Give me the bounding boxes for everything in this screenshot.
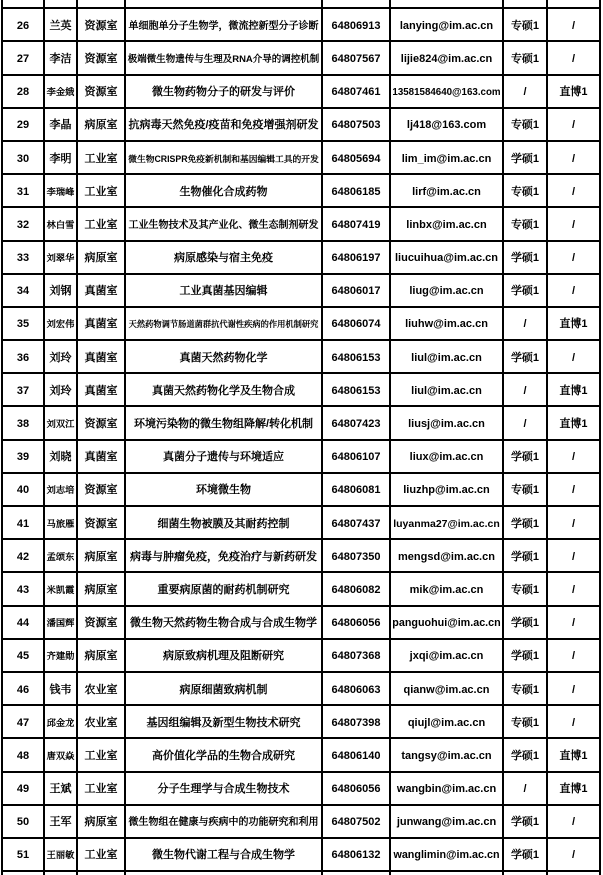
phd-quota-cell: 直博1 (547, 373, 600, 406)
table-row (2, 8, 600, 41)
email-cell: liug@im.ac.cn (390, 274, 503, 307)
name-cell: 钱韦 (44, 672, 77, 705)
clipped-previous-row (2, 0, 600, 8)
office-cell: 农业室 (77, 672, 125, 705)
research-direction-cell: 分子生理学与合成生物技术 (125, 772, 322, 805)
supervisor-roster-body (2, 0, 600, 875)
phd-quota-cell: / (547, 506, 600, 539)
email-cell: luyanma27@im.ac.cn (390, 506, 503, 539)
empty-cell (44, 871, 77, 875)
phone-cell: 64806017 (322, 274, 390, 307)
name-cell: 李金娥 (44, 75, 77, 108)
phd-quota-cell: / (547, 8, 600, 41)
table-row (2, 838, 600, 871)
empty-cell (503, 0, 547, 8)
table-row (2, 672, 600, 705)
empty-cell (322, 871, 390, 875)
empty-cell (2, 871, 44, 875)
row-number-cell: 33 (2, 241, 44, 274)
office-cell: 真菌室 (77, 274, 125, 307)
email-cell: liuzhp@im.ac.cn (390, 473, 503, 506)
row-number-cell: 47 (2, 705, 44, 738)
phd-quota-cell: / (547, 539, 600, 572)
phd-quota-cell: / (547, 606, 600, 639)
research-direction-cell: 病原致病机理及阻断研究 (125, 639, 322, 672)
empty-cell (547, 0, 600, 8)
phone-cell: 64806153 (322, 340, 390, 373)
office-cell: 资源室 (77, 473, 125, 506)
research-direction-cell: 真菌分子遗传与环境适应 (125, 440, 322, 473)
table-row (2, 606, 600, 639)
row-number-cell: 40 (2, 473, 44, 506)
office-cell: 病原室 (77, 805, 125, 838)
table-row (2, 174, 600, 207)
phone-cell: 64806913 (322, 8, 390, 41)
research-direction-cell: 重要病原菌的耐药机制研究 (125, 572, 322, 605)
name-cell: 刘钢 (44, 274, 77, 307)
row-number-cell: 35 (2, 307, 44, 340)
office-cell: 病原室 (77, 639, 125, 672)
research-direction-cell: 单细胞单分子生物学，微流控新型分子诊断 (125, 8, 322, 41)
phone-cell: 64806132 (322, 838, 390, 871)
research-direction-cell: 高价值化学品的生物合成研究 (125, 738, 322, 771)
research-direction-cell: 微生物CRISPR免疫新机制和基因编辑工具的开发 (125, 141, 322, 174)
name-cell: 米凯霞 (44, 572, 77, 605)
office-cell: 工业室 (77, 838, 125, 871)
name-cell: 刘翠华 (44, 241, 77, 274)
email-cell: mik@im.ac.cn (390, 572, 503, 605)
row-number-cell: 50 (2, 805, 44, 838)
phd-quota-cell: / (547, 340, 600, 373)
table-row (2, 207, 600, 240)
phone-cell: 64805694 (322, 141, 390, 174)
master-quota-cell: 专硕1 (503, 705, 547, 738)
name-cell: 李晶 (44, 108, 77, 141)
office-cell: 工业室 (77, 207, 125, 240)
email-cell: wangbin@im.ac.cn (390, 772, 503, 805)
empty-cell (390, 0, 503, 8)
master-quota-cell: 学硕1 (503, 141, 547, 174)
table-row (2, 440, 600, 473)
office-cell: 真菌室 (77, 440, 125, 473)
research-direction-cell: 环境微生物 (125, 473, 322, 506)
row-number-cell: 49 (2, 772, 44, 805)
row-number-cell: 38 (2, 406, 44, 439)
office-cell: 农业室 (77, 705, 125, 738)
phone-cell: 64806056 (322, 772, 390, 805)
office-cell: 工业室 (77, 772, 125, 805)
master-quota-cell: / (503, 373, 547, 406)
research-direction-cell: 抗病毒天然免疫/疫苗和免疫增强剂研发 (125, 108, 322, 141)
email-cell: qiujl@im.ac.cn (390, 705, 503, 738)
row-number-cell: 29 (2, 108, 44, 141)
name-cell: 刘双江 (44, 406, 77, 439)
name-cell: 林白雪 (44, 207, 77, 240)
row-number-cell: 36 (2, 340, 44, 373)
office-cell: 真菌室 (77, 373, 125, 406)
supervisor-roster-table (1, 0, 601, 875)
clipped-next-row (2, 871, 600, 875)
email-cell: lj418@163.com (390, 108, 503, 141)
email-cell: jxqi@im.ac.cn (390, 639, 503, 672)
research-direction-cell: 病原细菌致病机制 (125, 672, 322, 705)
table-row (2, 406, 600, 439)
row-number-cell: 28 (2, 75, 44, 108)
office-cell: 资源室 (77, 41, 125, 74)
email-cell: liusj@im.ac.cn (390, 406, 503, 439)
research-direction-cell: 微生物代谢工程与合成生物学 (125, 838, 322, 871)
research-direction-cell: 真菌天然药物化学及生物合成 (125, 373, 322, 406)
email-cell: liucuihua@im.ac.cn (390, 241, 503, 274)
research-direction-cell: 环境污染物的微生物组降解/转化机制 (125, 406, 322, 439)
phone-cell: 64807503 (322, 108, 390, 141)
phd-quota-cell: / (547, 705, 600, 738)
name-cell: 刘玲 (44, 373, 77, 406)
phone-cell: 64807502 (322, 805, 390, 838)
research-direction-cell: 微生物组在健康与疾病中的功能研究和利用 (125, 805, 322, 838)
office-cell: 资源室 (77, 8, 125, 41)
name-cell: 马旅雁 (44, 506, 77, 539)
phd-quota-cell: 直博1 (547, 772, 600, 805)
phd-quota-cell: / (547, 805, 600, 838)
office-cell: 真菌室 (77, 307, 125, 340)
master-quota-cell: 专硕1 (503, 672, 547, 705)
row-number-cell: 42 (2, 539, 44, 572)
table-row (2, 805, 600, 838)
research-direction-cell: 天然药物调节肠道菌群抗代谢性疾病的作用机制研究 (125, 307, 322, 340)
table-row (2, 241, 600, 274)
phd-quota-cell: / (547, 241, 600, 274)
phd-quota-cell: / (547, 838, 600, 871)
phone-cell: 64807461 (322, 75, 390, 108)
name-cell: 唐双焱 (44, 738, 77, 771)
master-quota-cell: 学硕1 (503, 606, 547, 639)
phd-quota-cell: / (547, 672, 600, 705)
row-number-cell: 46 (2, 672, 44, 705)
office-cell: 资源室 (77, 606, 125, 639)
row-number-cell: 43 (2, 572, 44, 605)
empty-cell (322, 0, 390, 8)
phone-cell: 64806107 (322, 440, 390, 473)
office-cell: 真菌室 (77, 340, 125, 373)
name-cell: 刘宏伟 (44, 307, 77, 340)
row-number-cell: 34 (2, 274, 44, 307)
phone-cell: 64806197 (322, 241, 390, 274)
office-cell: 资源室 (77, 75, 125, 108)
research-direction-cell: 真菌天然药物化学 (125, 340, 322, 373)
master-quota-cell: 学硕1 (503, 274, 547, 307)
row-number-cell: 37 (2, 373, 44, 406)
office-cell: 病原室 (77, 539, 125, 572)
master-quota-cell: 学硕1 (503, 340, 547, 373)
email-cell: lim_im@im.ac.cn (390, 141, 503, 174)
row-number-cell: 41 (2, 506, 44, 539)
row-number-cell: 45 (2, 639, 44, 672)
table-row (2, 141, 600, 174)
empty-cell (125, 871, 322, 875)
email-cell: lijie824@im.ac.cn (390, 41, 503, 74)
table-row (2, 539, 600, 572)
research-direction-cell: 病毒与肿瘤免疫，免疫治疗与新药研发 (125, 539, 322, 572)
name-cell: 李瑞峰 (44, 174, 77, 207)
research-direction-cell: 生物催化合成药物 (125, 174, 322, 207)
phone-cell: 64806056 (322, 606, 390, 639)
email-cell: liul@im.ac.cn (390, 340, 503, 373)
master-quota-cell: / (503, 772, 547, 805)
email-cell: junwang@im.ac.cn (390, 805, 503, 838)
master-quota-cell: 学硕1 (503, 440, 547, 473)
research-direction-cell: 微生物天然药物生物合成与合成生物学 (125, 606, 322, 639)
master-quota-cell: 专硕1 (503, 572, 547, 605)
research-direction-cell: 细菌生物被膜及其耐药控制 (125, 506, 322, 539)
phd-quota-cell: / (547, 572, 600, 605)
master-quota-cell: 专硕1 (503, 174, 547, 207)
email-cell: tangsy@im.ac.cn (390, 738, 503, 771)
row-number-cell: 31 (2, 174, 44, 207)
phone-cell: 64807437 (322, 506, 390, 539)
name-cell: 潘国辉 (44, 606, 77, 639)
email-cell: liux@im.ac.cn (390, 440, 503, 473)
table-row (2, 772, 600, 805)
phd-quota-cell: 直博1 (547, 738, 600, 771)
master-quota-cell: / (503, 75, 547, 108)
table-row (2, 307, 600, 340)
phone-cell: 64807368 (322, 639, 390, 672)
name-cell: 王丽敏 (44, 838, 77, 871)
table-row (2, 572, 600, 605)
name-cell: 刘志培 (44, 473, 77, 506)
office-cell: 工业室 (77, 174, 125, 207)
table-row (2, 373, 600, 406)
table-row (2, 738, 600, 771)
research-direction-cell: 工业生物技术及其产业化、微生态制剂研发 (125, 207, 322, 240)
office-cell: 工业室 (77, 141, 125, 174)
email-cell: liuhw@im.ac.cn (390, 307, 503, 340)
phone-cell: 64807423 (322, 406, 390, 439)
research-direction-cell: 病原感染与宿主免疫 (125, 241, 322, 274)
phone-cell: 64806063 (322, 672, 390, 705)
phone-cell: 64806081 (322, 473, 390, 506)
phd-quota-cell: / (547, 274, 600, 307)
master-quota-cell: 学硕1 (503, 539, 547, 572)
master-quota-cell: 学硕1 (503, 838, 547, 871)
master-quota-cell: / (503, 307, 547, 340)
name-cell: 王斌 (44, 772, 77, 805)
phd-quota-cell: / (547, 639, 600, 672)
email-cell: lanying@im.ac.cn (390, 8, 503, 41)
office-cell: 资源室 (77, 406, 125, 439)
email-cell: liul@im.ac.cn (390, 373, 503, 406)
row-number-cell: 39 (2, 440, 44, 473)
row-number-cell: 32 (2, 207, 44, 240)
email-cell: lirf@im.ac.cn (390, 174, 503, 207)
empty-cell (503, 871, 547, 875)
phone-cell: 64807398 (322, 705, 390, 738)
master-quota-cell: 专硕1 (503, 473, 547, 506)
phone-cell: 64806185 (322, 174, 390, 207)
master-quota-cell: 专硕1 (503, 108, 547, 141)
empty-cell (44, 0, 77, 8)
row-number-cell: 30 (2, 141, 44, 174)
office-cell: 病原室 (77, 572, 125, 605)
empty-cell (77, 0, 125, 8)
research-direction-cell: 基因组编辑及新型生物技术研究 (125, 705, 322, 738)
phd-quota-cell: / (547, 141, 600, 174)
office-cell: 病原室 (77, 108, 125, 141)
phone-cell: 64806074 (322, 307, 390, 340)
phd-quota-cell: 直博1 (547, 406, 600, 439)
name-cell: 齐建勋 (44, 639, 77, 672)
table-row (2, 274, 600, 307)
phd-quota-cell: / (547, 108, 600, 141)
name-cell: 李明 (44, 141, 77, 174)
name-cell: 孟颂东 (44, 539, 77, 572)
table-row (2, 340, 600, 373)
phone-cell: 64807350 (322, 539, 390, 572)
empty-cell (77, 871, 125, 875)
empty-cell (2, 0, 44, 8)
table-row (2, 473, 600, 506)
name-cell: 邱金龙 (44, 705, 77, 738)
office-cell: 工业室 (77, 738, 125, 771)
table-row (2, 75, 600, 108)
office-cell: 资源室 (77, 506, 125, 539)
phd-quota-cell: / (547, 473, 600, 506)
research-direction-cell: 微生物药物分子的研发与评价 (125, 75, 322, 108)
name-cell: 兰英 (44, 8, 77, 41)
phd-quota-cell: 直博1 (547, 75, 600, 108)
empty-cell (547, 871, 600, 875)
phone-cell: 64806153 (322, 373, 390, 406)
master-quota-cell: 专硕1 (503, 8, 547, 41)
master-quota-cell: 学硕1 (503, 738, 547, 771)
name-cell: 王军 (44, 805, 77, 838)
phone-cell: 64807567 (322, 41, 390, 74)
master-quota-cell: 专硕1 (503, 207, 547, 240)
research-direction-cell: 工业真菌基因编辑 (125, 274, 322, 307)
email-cell: panguohui@im.ac.cn (390, 606, 503, 639)
table-row (2, 41, 600, 74)
email-cell: linbx@im.ac.cn (390, 207, 503, 240)
master-quota-cell: 学硕1 (503, 506, 547, 539)
email-cell: 13581584640@163.com (390, 75, 503, 108)
row-number-cell: 27 (2, 41, 44, 74)
phd-quota-cell: 直博1 (547, 307, 600, 340)
phd-quota-cell: / (547, 41, 600, 74)
email-cell: mengsd@im.ac.cn (390, 539, 503, 572)
master-quota-cell: 学硕1 (503, 639, 547, 672)
master-quota-cell: / (503, 406, 547, 439)
master-quota-cell: 学硕1 (503, 241, 547, 274)
email-cell: qianw@im.ac.cn (390, 672, 503, 705)
row-number-cell: 48 (2, 738, 44, 771)
phd-quota-cell: / (547, 440, 600, 473)
phone-cell: 64806082 (322, 572, 390, 605)
office-cell: 病原室 (77, 241, 125, 274)
table-row (2, 108, 600, 141)
row-number-cell: 26 (2, 8, 44, 41)
research-direction-cell: 极端微生物遗传与生理及RNA介导的调控机制 (125, 41, 322, 74)
phone-cell: 64807419 (322, 207, 390, 240)
master-quota-cell: 专硕1 (503, 41, 547, 74)
name-cell: 李洁 (44, 41, 77, 74)
phone-cell: 64806140 (322, 738, 390, 771)
row-number-cell: 44 (2, 606, 44, 639)
name-cell: 刘晓 (44, 440, 77, 473)
name-cell: 刘玲 (44, 340, 77, 373)
table-row (2, 705, 600, 738)
empty-cell (390, 871, 503, 875)
empty-cell (125, 0, 322, 8)
phd-quota-cell: / (547, 207, 600, 240)
table-row (2, 639, 600, 672)
email-cell: wanglimin@im.ac.cn (390, 838, 503, 871)
table-row (2, 506, 600, 539)
row-number-cell: 51 (2, 838, 44, 871)
phd-quota-cell: / (547, 174, 600, 207)
master-quota-cell: 学硕1 (503, 805, 547, 838)
